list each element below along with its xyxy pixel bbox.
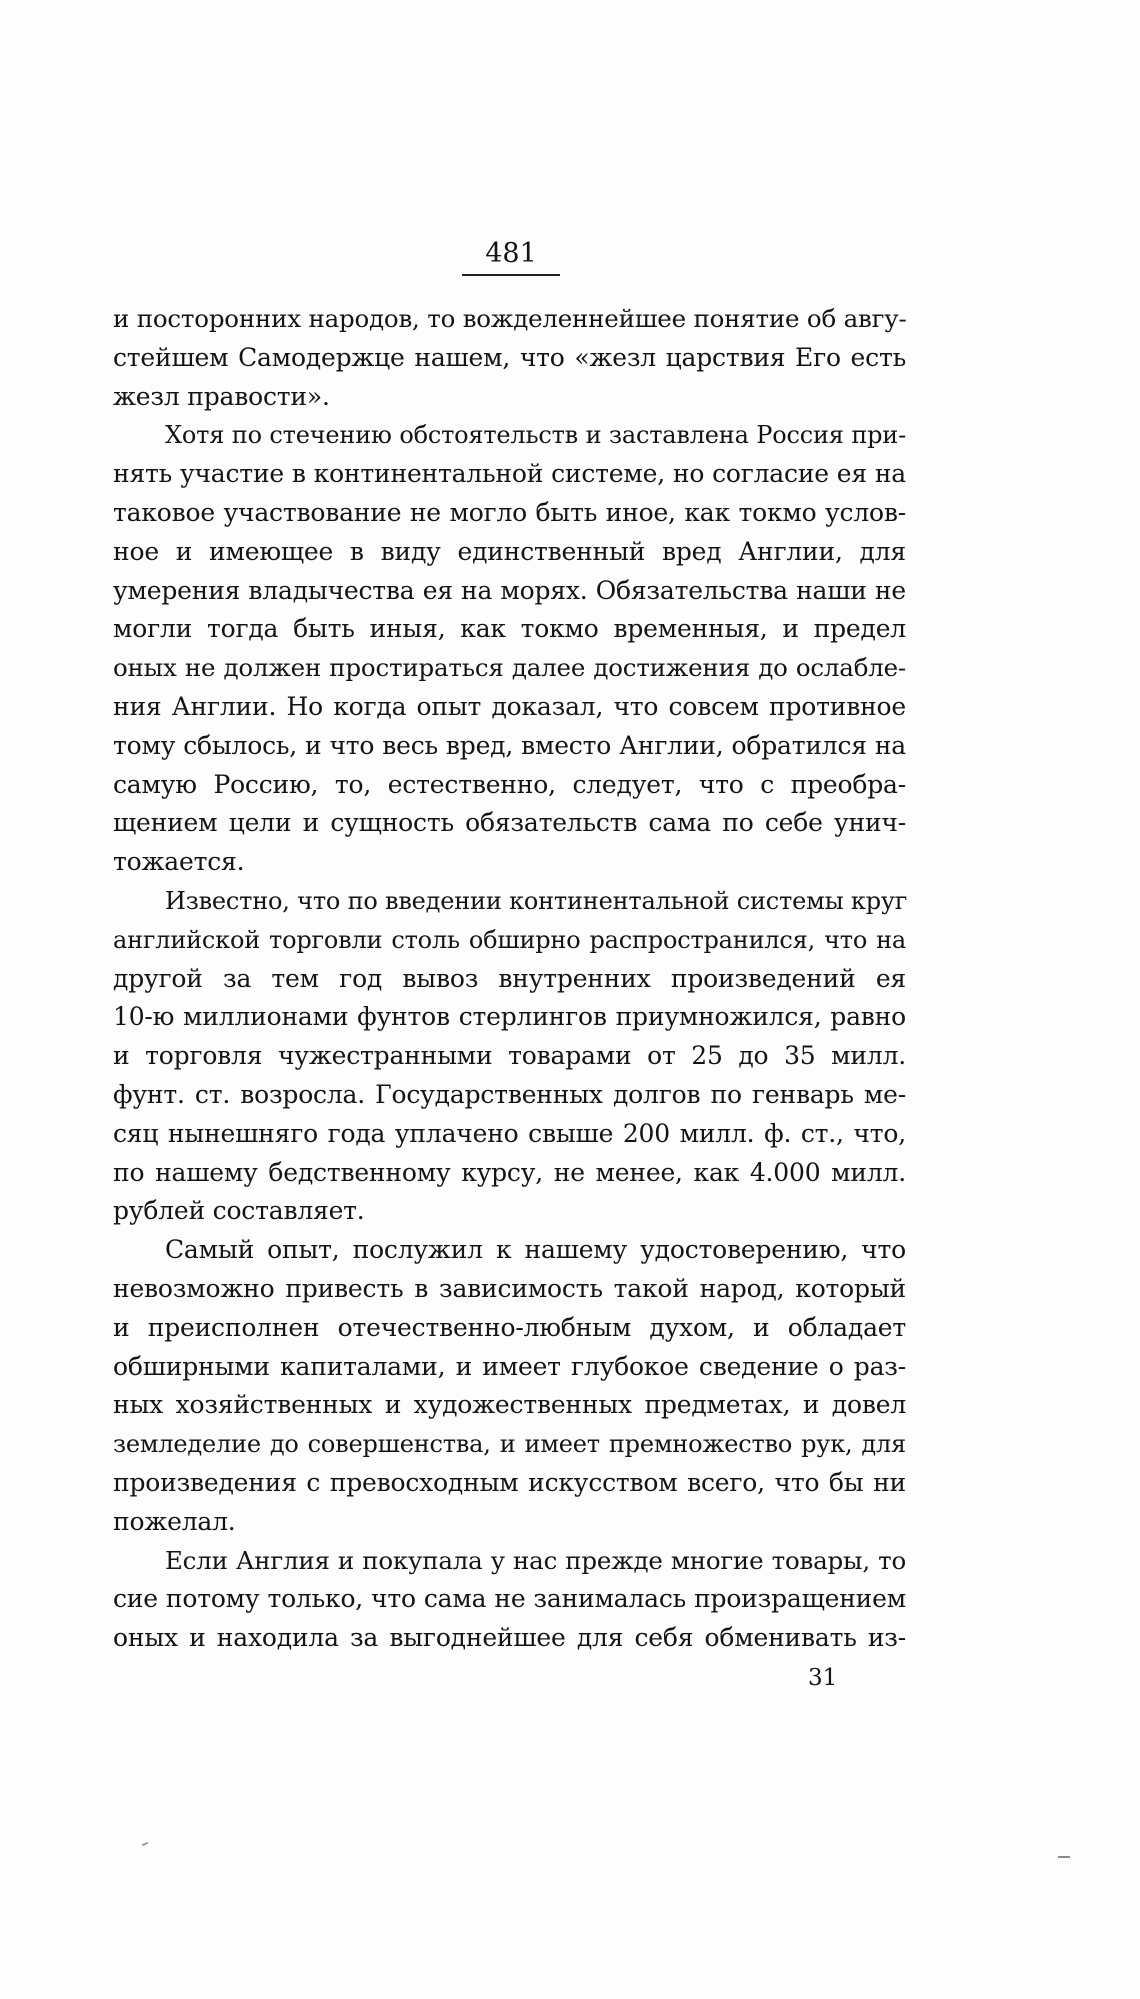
text-line: щением цели и сущность обязательств сама по себе унич- bbox=[113, 808, 906, 838]
text-line: ных хозяйственных и художественных предметах, и довел bbox=[113, 1390, 906, 1420]
text-line: оных и находила за выгоднейшее для себя обменивать из- bbox=[113, 1623, 906, 1653]
text-line: Хотя по стечению обстоятельств и заставлена Россия при- bbox=[165, 421, 906, 450]
text-line: тому сбылось, и что весь вред, вместо Англии, обратился на bbox=[113, 730, 906, 760]
signature-mark: 31 bbox=[808, 1665, 838, 1691]
body-text bbox=[113, 300, 906, 1658]
text-line: таковое участвование не могло быть иное, как токмо услов- bbox=[113, 497, 906, 527]
text-line: Если Англия и покупала у нас прежде многие товары, то bbox=[165, 1545, 906, 1575]
text-line: другой за тем год вывоз внутренних произведений ея bbox=[113, 963, 906, 993]
text-line: оных не должен простираться далее достижения до ослабле- bbox=[113, 653, 906, 683]
text-line: умерения владычества ея на морях. Обязательства наши не bbox=[113, 575, 906, 605]
text-line: земледелие до совершенства, и имеет премножество рук, для bbox=[113, 1430, 906, 1459]
text-line: по нашему бедственному курсу, не менее, как 4.000 милл. bbox=[113, 1157, 906, 1187]
text-line: тожается. bbox=[113, 847, 245, 877]
page-number-rule bbox=[462, 274, 560, 276]
text-line: фунт. ст. возросла. Государственных долгов по генварь ме- bbox=[113, 1079, 906, 1109]
text-line: жезл правости». bbox=[113, 381, 330, 411]
page-number: 481 bbox=[485, 238, 537, 269]
text-line: и посторонних народов, то вожделеннейшее понятие об авгу- bbox=[113, 304, 907, 333]
scan-speck bbox=[142, 1842, 148, 1846]
text-line: и торговля чужестранными товарами от 25 до 35 милл. bbox=[113, 1041, 906, 1071]
text-line: пожелал. bbox=[113, 1506, 236, 1536]
text-line: невозможно привесть в зависимость такой народ, который bbox=[113, 1273, 906, 1303]
text-line: могли тогда быть иныя, как токмо временныя, и предел bbox=[113, 614, 906, 644]
text-line: ния Англии. Но когда опыт доказал, что совсем противное bbox=[113, 691, 906, 721]
text-line: обширными капиталами, и имеет глубокое сведение о раз- bbox=[113, 1351, 906, 1381]
text-line: Самый опыт, послужил к нашему удостоверению, что bbox=[165, 1235, 906, 1265]
text-line: самую Россию, то, естественно, следует, что с преобра- bbox=[113, 769, 906, 799]
text-line: нять участие в континентальной системе, но согласие ея на bbox=[113, 459, 906, 489]
text-line: и преисполнен отечественно-любным духом, и обладает bbox=[113, 1312, 906, 1342]
scan-dash bbox=[1058, 1856, 1070, 1858]
text-line: Известно, что по введении континентальной системы круг bbox=[165, 886, 908, 915]
text-line: сяц нынешняго года уплачено свыше 200 милл. ф. ст., что, bbox=[113, 1118, 906, 1148]
text-line: произведения с превосходным искусством всего, что бы ни bbox=[113, 1467, 906, 1497]
text-line: ное и имеющее в виду единственный вред Англии, для bbox=[113, 536, 906, 566]
text-line: стейшем Самодержце нашем, что «жезл царствия Его есть bbox=[113, 342, 906, 372]
text-line: сие потому только, что сама не занималась произращением bbox=[113, 1584, 906, 1614]
text-line: рублей составляет. bbox=[113, 1196, 365, 1226]
text-line: английской торговли столь обширно распространился, что на bbox=[113, 925, 906, 954]
text-line: 10-ю миллионами фунтов стерлингов приумножился, равно bbox=[113, 1002, 906, 1032]
